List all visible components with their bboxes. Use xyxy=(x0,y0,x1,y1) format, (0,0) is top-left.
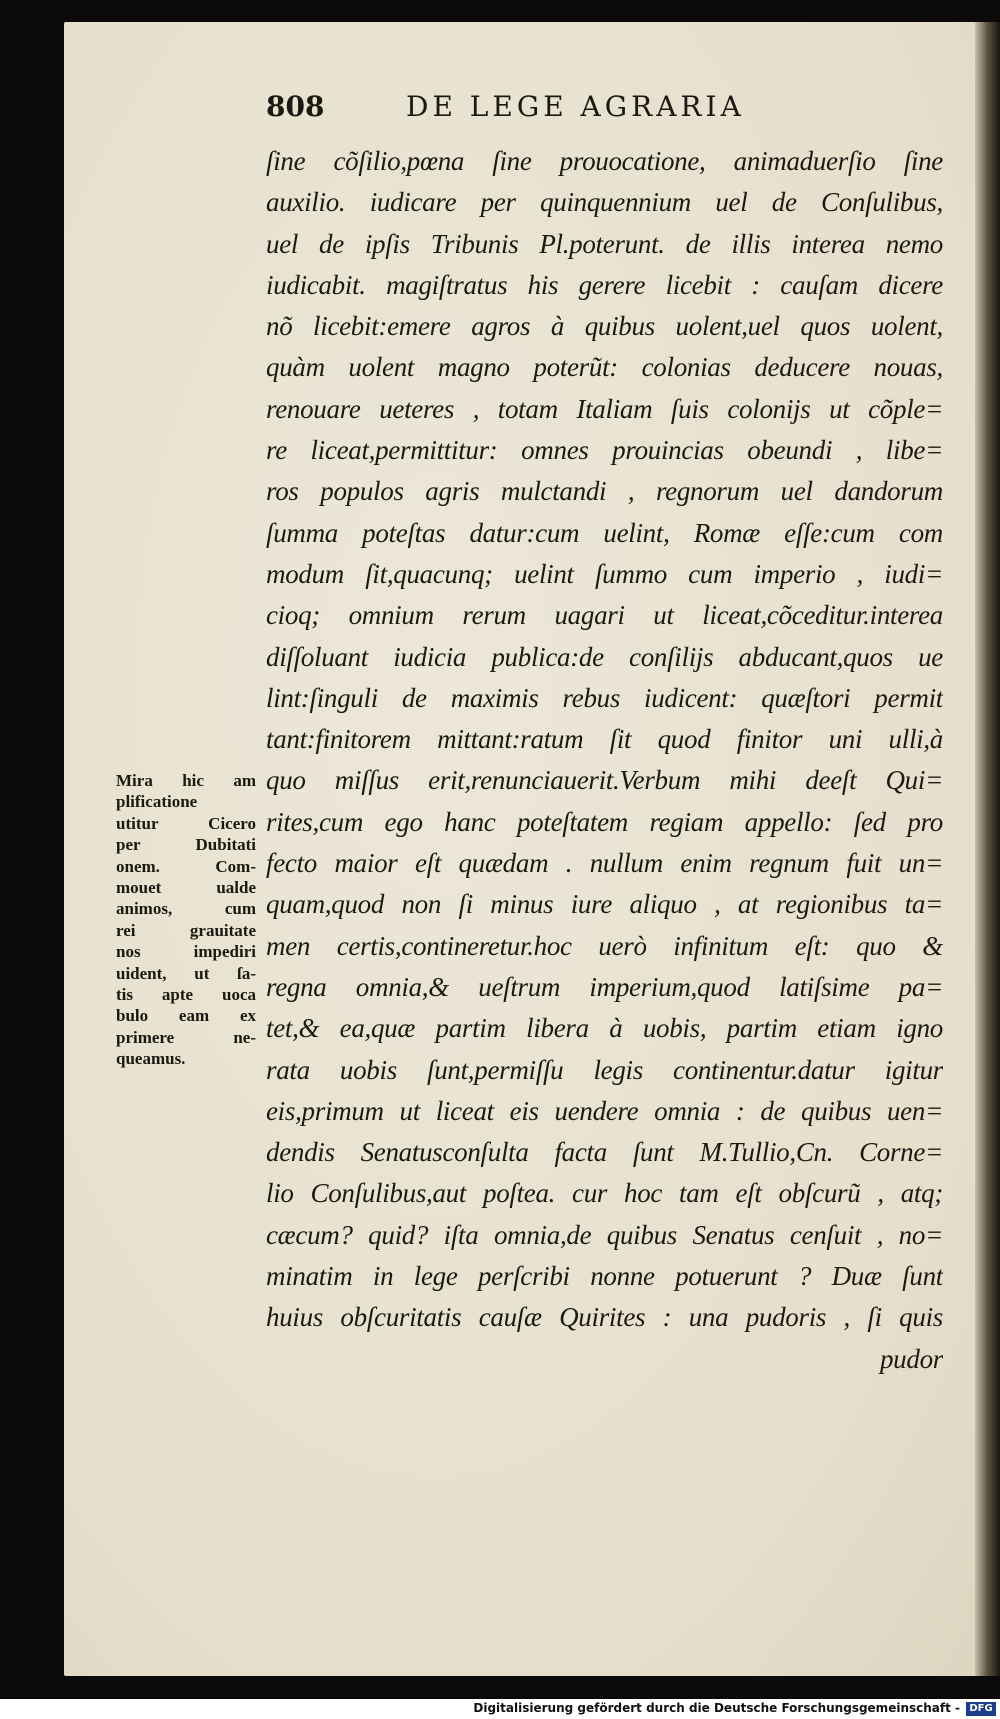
text-line: auxilio. iudicare per quinquennium uel de Conſulibus, xyxy=(266,187,943,218)
margin-note-line: uident, ut ſa- xyxy=(116,963,256,983)
text-line: iudicabit. magiſtratus his gerere licebit : cauſam dicere xyxy=(266,269,943,300)
text-line: cioq; omnium rerum uagari ut liceat,cõceditur.interea xyxy=(266,600,943,631)
margin-note-line: queamus. xyxy=(116,1049,186,1069)
text-line: quam,quod non ſi minus iure aliquo , at regionibus ta= xyxy=(266,889,943,920)
text-line: nõ licebit:emere agros à quibus uolent,uel quos uolent, xyxy=(266,311,943,342)
margin-note-line: onem. Com- xyxy=(116,856,256,876)
margin-note-line: nos impediri xyxy=(116,942,256,962)
footer-bar xyxy=(0,1699,1000,1719)
text-line: quàm uolent magno poterũt: colonias deducere nouas, xyxy=(266,352,943,383)
text-line: fecto maior eſt quædam . nullum enim regnum fuit un= xyxy=(266,848,943,879)
margin-note-line: mouet ualde xyxy=(116,877,256,897)
page-number: 808 xyxy=(266,90,325,123)
margin-note-line: utitur Cicero xyxy=(116,813,256,833)
text-line: rata uobis ſunt,permiſſu legis continentur.datur igitur xyxy=(266,1054,943,1085)
text-line: diſſoluant iudicia publica:de conſilijs abducant,quos ue xyxy=(266,641,943,672)
margin-note-line: rei grauitate xyxy=(116,920,256,940)
margin-note-line: bulo eam ex xyxy=(116,1006,256,1026)
text-line: quo miſſus erit,renunciauerit.Verbum mihi deeſt Qui= xyxy=(266,765,943,796)
text-line: uel de ipſis Tribunis Pl.poterunt. de illis interea nemo xyxy=(266,228,943,259)
margin-note-line: per Dubitati xyxy=(116,835,256,855)
text-line: modum ſit,quacunq; uelint ſummo cum imperio , iudi= xyxy=(266,558,943,589)
text-line: huius obſcuritatis cauſæ Quirites : una pudoris , ſi quis xyxy=(266,1302,943,1333)
dfg-logo: DFG xyxy=(966,1702,996,1716)
text-line: pudor xyxy=(879,1343,943,1374)
text-line: lint:ſinguli de maximis rebus iudicent: quæſtori permit xyxy=(266,682,943,713)
margin-note-line: animos, cum xyxy=(116,899,256,919)
text-line: ſine cõſilio,pœna ſine prouocatione, animaduerſio ſine xyxy=(266,146,943,176)
text-line: renouare ueteres , totam Italiam ſuis colonijs ut cõple= xyxy=(266,393,943,424)
text-line: re liceat,permittitur: omnes prouincias obeundi , libe= xyxy=(266,435,943,466)
text-line: eis,primum ut liceat eis uendere omnia : de quibus uen= xyxy=(266,1095,943,1126)
page-header xyxy=(266,90,943,130)
text-line: regna omnia,& ueſtrum imperium,quod latiſsime pa= xyxy=(266,971,943,1002)
main-text xyxy=(266,141,943,1380)
text-line: lio Conſulibus,aut poſtea. cur hoc tam eſt obſcurũ , atq; xyxy=(266,1178,943,1209)
text-line: rites,cum ego hanc poteſtatem regiam appello: ſed pro xyxy=(266,806,943,837)
margin-note-line: primere ne- xyxy=(116,1027,256,1047)
text-line: minatim in lege perſcribi nonne potuerunt ? Duæ ſunt xyxy=(266,1261,943,1292)
margin-note-line: Mira hic am xyxy=(116,771,256,790)
page-edge-shadow xyxy=(975,22,1000,1676)
text-line: ros populos agris mulctandi , regnorum uel dandorum xyxy=(266,476,943,507)
text-line: dendis Senatusconſulta facta ſunt M.Tullio,Cn. Corne= xyxy=(266,1137,943,1168)
margin-note-line: tis apte uoca xyxy=(116,984,256,1004)
text-line: tant:finitorem mittant:ratum ſit quod finitor uni ulli,à xyxy=(266,724,943,755)
margin-note-line: plificatione xyxy=(116,792,198,812)
text-line: cæcum? quid? iſta omnia,de quibus Senatus cenſuit , no= xyxy=(266,1219,943,1250)
funding-credit: Digitalisierung gefördert durch die Deutsche Forschungsgemeinschaft - xyxy=(473,1701,960,1715)
text-line: ſumma poteſtas datur:cum uelint, Romæ eſſe:cum com xyxy=(266,517,943,548)
running-title: DE LEGE AGRARIA xyxy=(406,90,745,123)
text-line: tet,& ea,quæ partim libera à uobis, partim etiam igno xyxy=(266,1013,943,1044)
text-line: men certis,contineretur.hoc uerò infinitum eſt: quo & xyxy=(266,930,943,961)
margin-note xyxy=(116,770,256,1069)
